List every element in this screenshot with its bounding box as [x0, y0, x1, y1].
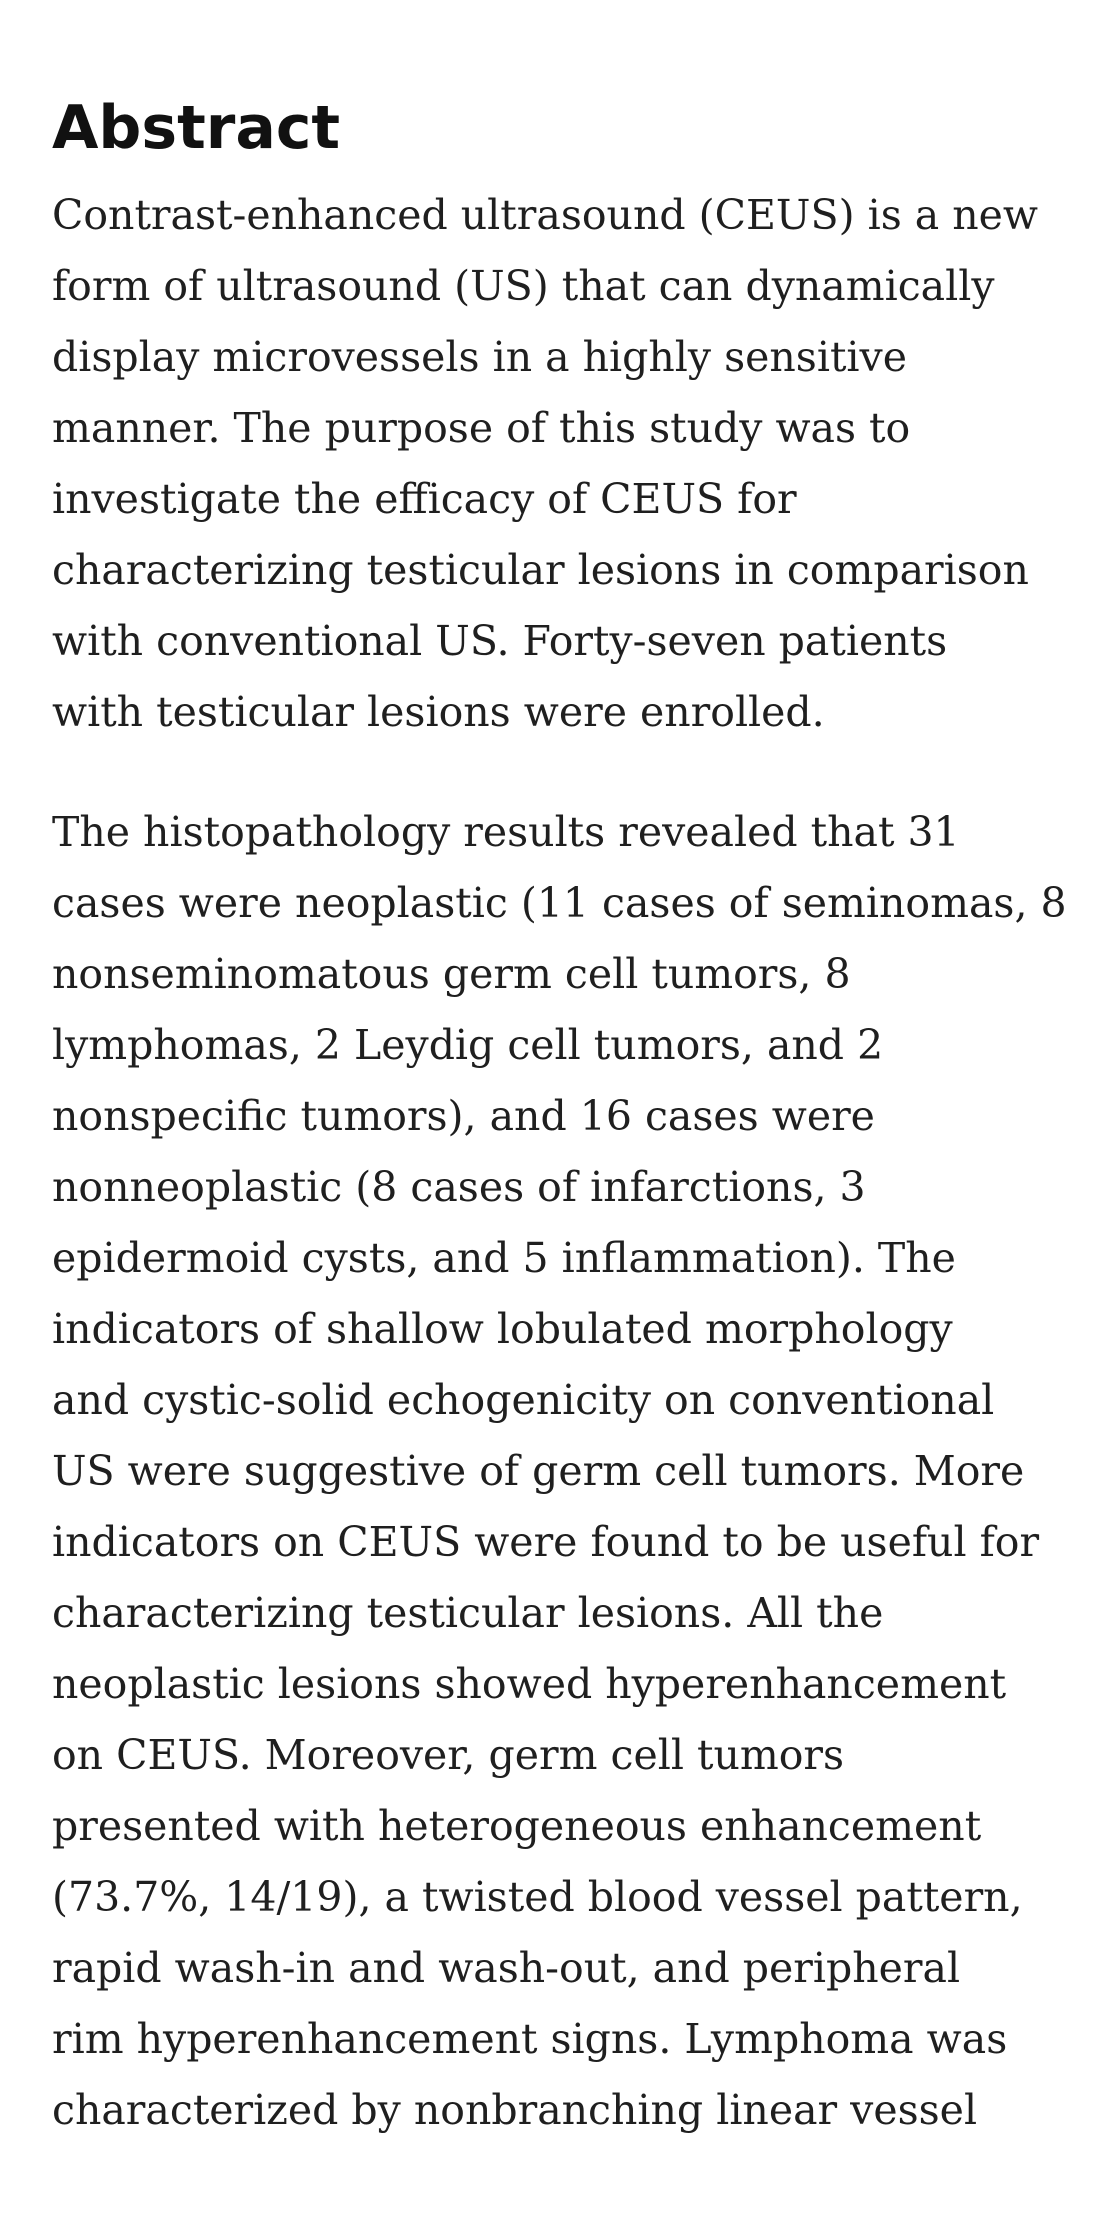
- text-line: (73.7%, 14/19), a twisted blood vessel pattern,: [52, 1873, 1023, 1921]
- text-line: lymphomas, 2 Leydig cell tumors, and 2: [52, 1021, 884, 1069]
- text-line: The histopathology results revealed that 31: [52, 808, 960, 856]
- text-line: cases were neoplastic (11 cases of seminomas, 8: [52, 879, 1067, 927]
- text-line: with conventional US. Forty-seven patients: [52, 617, 948, 665]
- text-line: characterizing testicular lesions. All the: [52, 1589, 884, 1637]
- text-line: epidermoid cysts, and 5 inflammation). The: [52, 1234, 956, 1282]
- text-line: presented with heterogeneous enhancement: [52, 1802, 982, 1850]
- text-line: nonseminomatous germ cell tumors, 8: [52, 950, 851, 998]
- text-line: characterized by nonbranching linear vessel: [52, 2086, 978, 2134]
- text-line: investigate the efficacy of CEUS for: [52, 475, 797, 523]
- text-line: Contrast-enhanced ultrasound (CEUS) is a new: [52, 191, 1039, 239]
- text-line: nonneoplastic (8 cases of infarctions, 3: [52, 1163, 866, 1211]
- text-line: characterizing testicular lesions in comparison: [52, 546, 1029, 594]
- text-line: form of ultrasound (US) that can dynamically: [52, 262, 995, 310]
- text-line: indicators on CEUS were found to be useful for: [52, 1518, 1040, 1566]
- text-line: US were suggestive of germ cell tumors. More: [52, 1447, 1025, 1495]
- text-line: and cystic-solid echogenicity on conventional: [52, 1376, 995, 1424]
- text-line: indicators of shallow lobulated morphology: [52, 1305, 953, 1353]
- text-line: nonspecific tumors), and 16 cases were: [52, 1092, 875, 1140]
- text-line: manner. The purpose of this study was to: [52, 404, 911, 452]
- text-line: rapid wash-in and wash-out, and peripheral: [52, 1944, 961, 1992]
- abstract-paragraph-1: [52, 180, 1102, 748]
- text-line: on CEUS. Moreover, germ cell tumors: [52, 1731, 845, 1779]
- abstract-heading: Abstract: [52, 93, 341, 163]
- text-line: neoplastic lesions showed hyperenhancement: [52, 1660, 1007, 1708]
- text-line: rim hyperenhancement signs. Lymphoma was: [52, 2015, 1008, 2063]
- text-line: display microvessels in a highly sensitive: [52, 333, 907, 381]
- abstract-paragraph-2: [52, 797, 1102, 2146]
- text-line: with testicular lesions were enrolled.: [52, 688, 825, 736]
